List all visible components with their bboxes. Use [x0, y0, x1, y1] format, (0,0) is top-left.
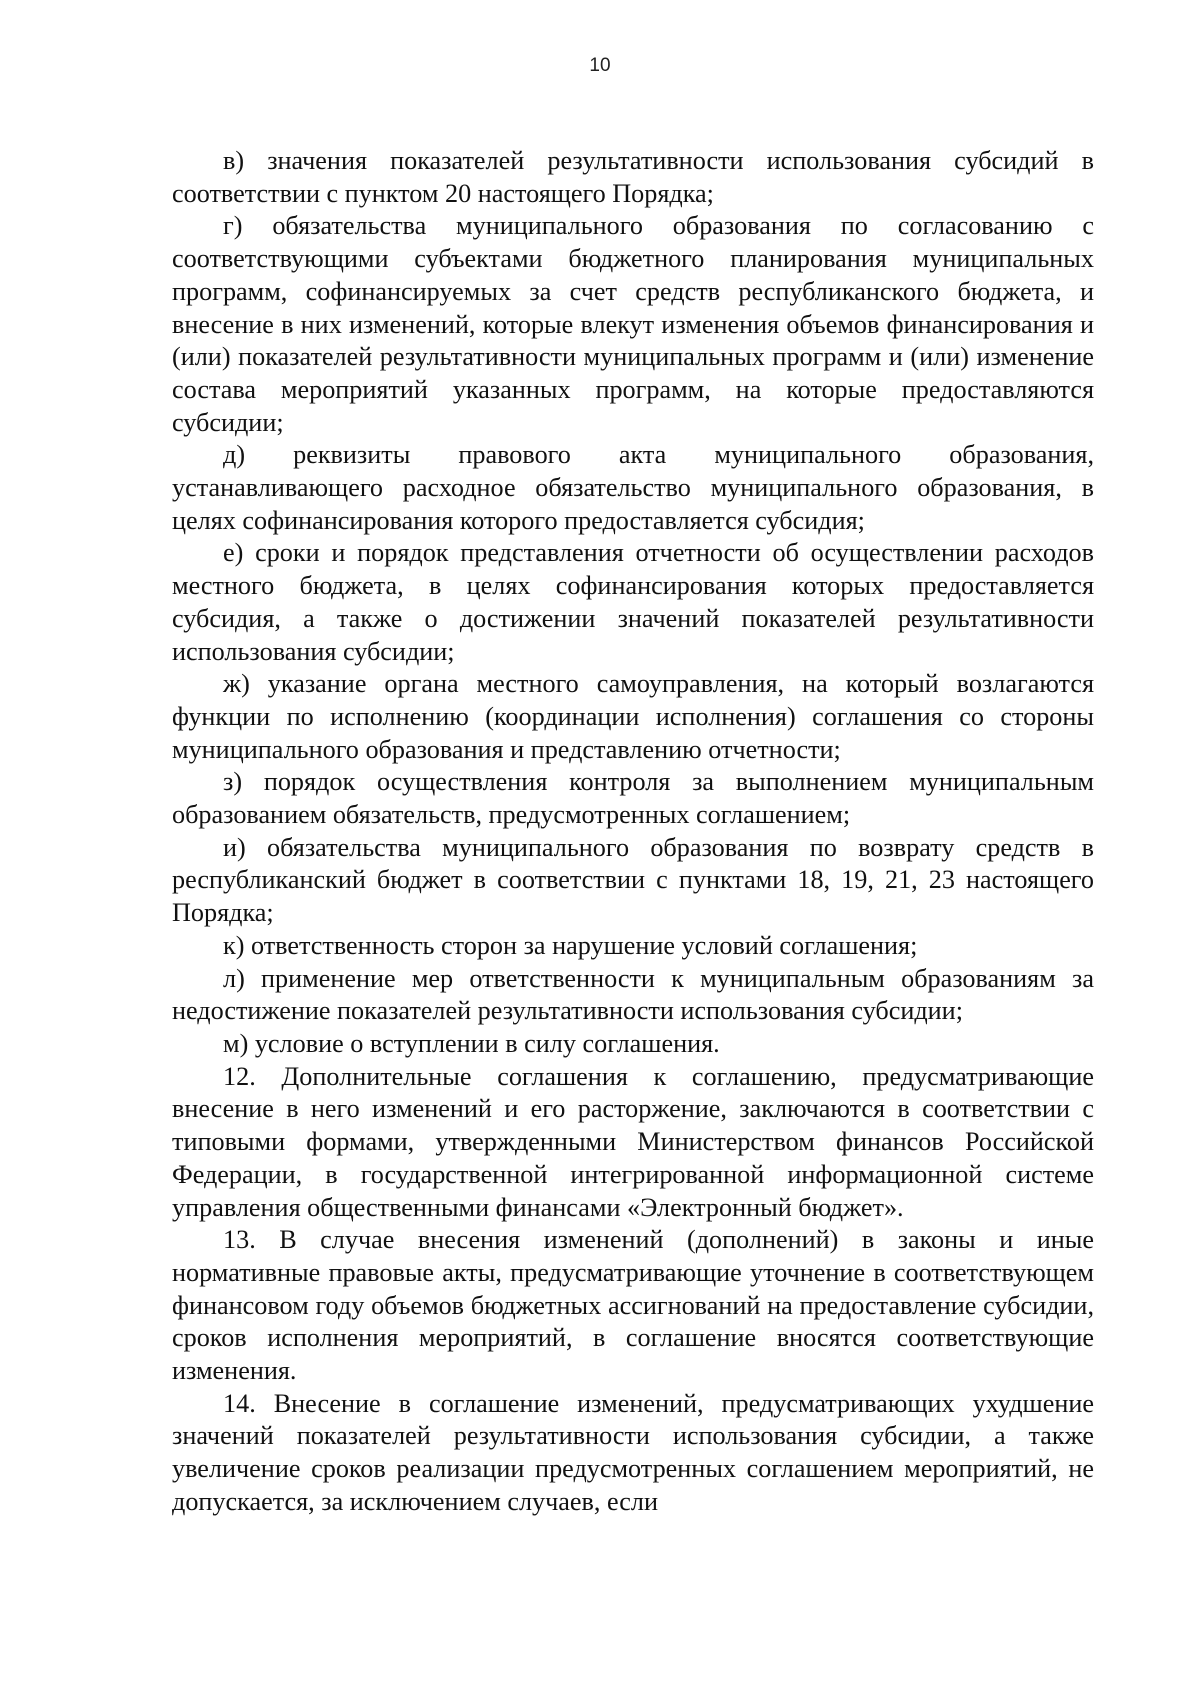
paragraph-item-i: и) обязательства муниципального образования по возврату средств в республиканский бюджет в соответствии с пунктами 18, 19, 21, 23 настоящего Порядка;	[172, 832, 1094, 928]
paragraph-clause-14: 14. Внесение в соглашение изменений, предусматривающих ухудшение значений показателей результативности использования субсидии, а также увеличение сроков реализации предусмотренных соглашением мероприятий, не допускается, за исключением случаев, если	[172, 1388, 1094, 1516]
paragraph-item-e: е) сроки и порядок представления отчетности об осуществлении расходов местного бюджета, в целях софинансирования которых предоставляется субсидия, а также о достижении значений показателей результативности использования субсидии;	[172, 538, 1094, 666]
paragraph-item-k: к) ответственность сторон за нарушение условий соглашения;	[223, 930, 918, 960]
document-body	[172, 145, 1094, 1519]
paragraph-item-zh: ж) указание органа местного самоуправления, на который возлагаются функции по исполнению (координации исполнения) соглашения со стороны муниципального образования и представлению отчетности;	[172, 669, 1094, 764]
paragraph-item-l: л) применение мер ответственности к муниципальным образованиям за недостижение показателей результативности использования субсидии;	[172, 963, 1094, 1026]
paragraph-clause-12: 12. Дополнительные соглашения к соглашению, предусматривающие внесение в него изменений и его расторжение, заключаются в соответствии с типовыми формами, утвержденными Министерством финансов Российской Федерации, в государственной интегрированной информационной системе управления общественными финансами «Электронный бюджет».	[172, 1061, 1094, 1222]
paragraph-clause-13: 13. В случае внесения изменений (дополнений) в законы и иные нормативные правовые акты, предусматривающие уточнение в соответствующем финансовом году объемов бюджетных ассигнований на предоставление субсидии, сроков исполнения мероприятий, в соглашение вносятся соответствующие изменения.	[172, 1225, 1094, 1386]
paragraph-item-g: г) обязательства муниципального образования по согласованию с соответствующими субъектами бюджетного планирования муниципальных программ, софинансируемых за счет средств республиканского бюджета, и внесение в них изменений, которые влекут изменения объемов финансирования и (или) показателей результативности муниципальных программ и (или) изменение состава мероприятий указанных программ, на которые предоставляются субсидии;	[172, 211, 1094, 437]
paragraph-item-m: м) условие о вступлении в силу соглашения.	[223, 1028, 720, 1058]
paragraph-item-d: д) реквизиты правового акта муниципального образования, устанавливающего расходное обязательство муниципального образования, в целях софинансирования которого предоставляется субсидия;	[172, 440, 1094, 535]
paragraph-item-v: в) значения показателей результативности использования субсидий в соответствии с пунктом 20 настоящего Порядка;	[172, 146, 1094, 208]
page-number: 10	[589, 55, 611, 76]
paragraph-item-z: з) порядок осуществления контроля за выполнением муниципальным образованием обязательств, предусмотренных соглашением;	[172, 767, 1094, 830]
